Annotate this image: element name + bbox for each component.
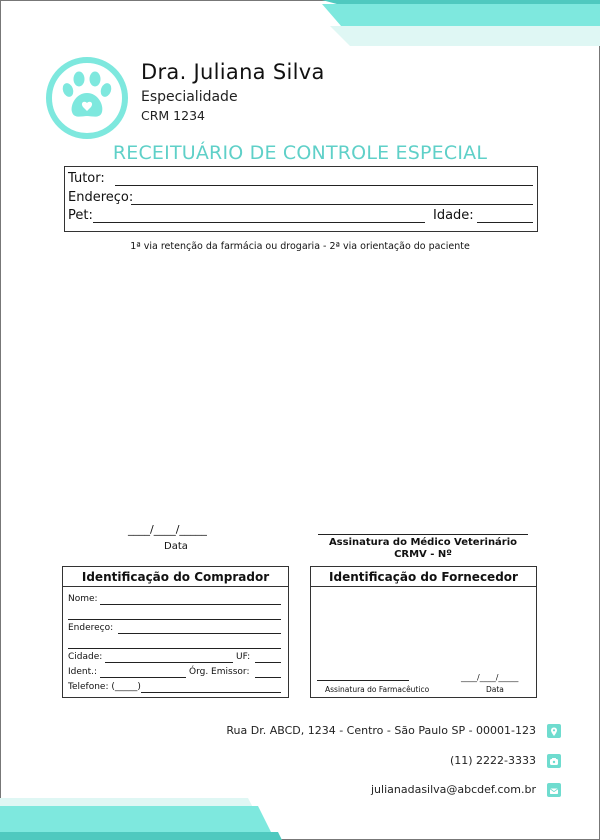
patient-info-box xyxy=(64,166,538,232)
signature-caption xyxy=(318,537,528,561)
buyer-phone-field[interactable] xyxy=(141,692,281,693)
buyer-id-field[interactable] xyxy=(100,677,186,678)
doctor-crm: CRM 1234 xyxy=(141,108,205,123)
buyer-issuer-field[interactable] xyxy=(255,677,281,678)
page-title: RECEITUÁRIO DE CONTROLE ESPECIAL xyxy=(112,142,488,164)
address-field[interactable] xyxy=(131,204,533,205)
supplier-title: Identificação do Fornecedor xyxy=(311,567,536,587)
contact-email: julianadasilva@abcdef.com.br xyxy=(371,783,536,796)
buyer-address-field[interactable] xyxy=(118,633,281,634)
contact-phone: (11) 2222-3333 xyxy=(449,754,536,767)
doctor-specialty: Especialidade xyxy=(141,89,238,105)
buyer-city-label: Cidade: xyxy=(68,652,103,662)
buyer-phone-label: Telefone: (_____) xyxy=(68,682,141,692)
buyer-address-field-2[interactable] xyxy=(68,648,281,649)
date-label: Data xyxy=(164,541,188,552)
top-decoration xyxy=(0,0,600,50)
tutor-label: Tutor: xyxy=(68,171,105,186)
supplier-date-label: Data xyxy=(486,685,504,694)
buyer-uf-label: UF: xyxy=(236,652,251,662)
tutor-field[interactable] xyxy=(115,185,533,186)
via-note: 1ª via retenção da farmácia ou drogaria - 2ª via orientação do paciente xyxy=(130,241,470,252)
pet-label: Pet: xyxy=(68,208,93,223)
pet-field[interactable] xyxy=(93,222,425,223)
address-label: Endereço: xyxy=(68,190,134,205)
buyer-uf-field[interactable] xyxy=(255,662,281,663)
buyer-address-label: Endereço: xyxy=(68,623,114,633)
signature-title: Assinatura do Médico Veterinário xyxy=(328,537,518,548)
contact-address: Rua Dr. ABCD, 1234 - Centro - São Paulo SP - 00001-123 xyxy=(226,724,536,737)
supplier-box xyxy=(310,566,537,698)
signature-line[interactable] xyxy=(318,534,528,535)
phone-icon xyxy=(547,754,561,768)
age-label: Idade: xyxy=(433,208,474,223)
buyer-city-field[interactable] xyxy=(105,662,233,663)
buyer-box xyxy=(62,566,289,698)
age-field[interactable] xyxy=(477,222,533,223)
buyer-name-field[interactable] xyxy=(100,604,281,605)
pharmacist-signature-field[interactable] xyxy=(317,680,409,681)
buyer-id-label: Ident.: xyxy=(68,667,98,677)
buyer-name-field-2[interactable] xyxy=(68,619,281,620)
bottom-decoration xyxy=(0,790,600,840)
buyer-title: Identificação do Comprador xyxy=(63,567,288,587)
date-field[interactable]: ____/____/_____ xyxy=(128,523,207,536)
signature-crmv: CRMV - Nº xyxy=(394,549,452,560)
buyer-name-label: Nome: xyxy=(68,594,98,604)
location-pin-icon xyxy=(547,724,561,738)
email-icon xyxy=(547,783,561,797)
buyer-issuer-label: Órg. Emissor: xyxy=(189,667,250,677)
supplier-date-field[interactable]: ____/____/_____ xyxy=(461,673,519,682)
doctor-name: Dra. Juliana Silva xyxy=(141,60,325,84)
paw-logo-icon xyxy=(46,57,128,139)
pharmacist-label: Assinatura do Farmacêutico xyxy=(325,685,430,694)
